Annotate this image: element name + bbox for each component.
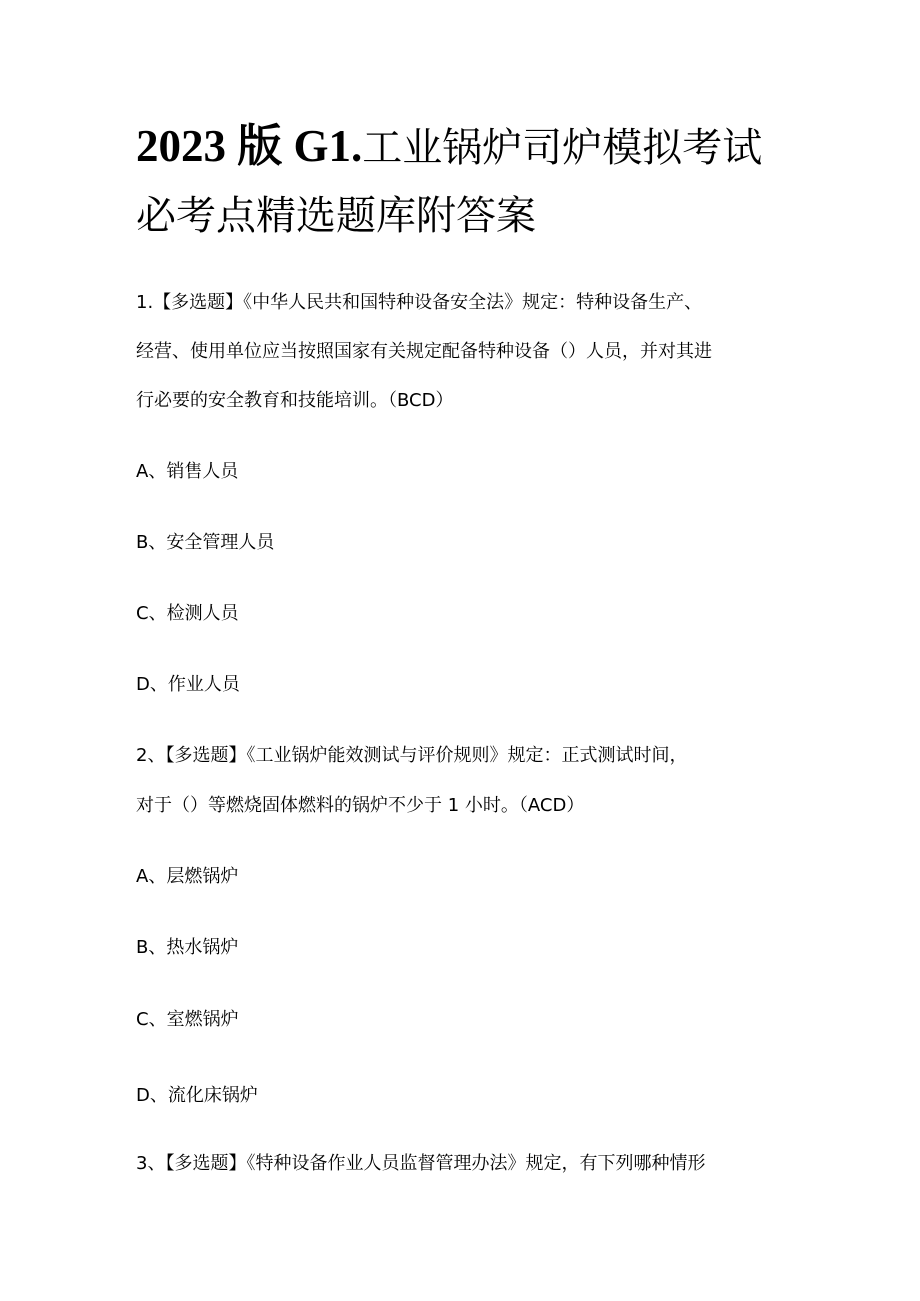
question-3-stem-line-1: 3、【多选题】《特种设备作业人员监督管理办法》规定，有下列哪种情形 [136, 1153, 706, 1174]
question-2-option-c: C、室燃锅炉 [136, 1009, 239, 1030]
question-1-option-a: A、销售人员 [136, 461, 239, 482]
question-2-option-b: B、热水锅炉 [136, 937, 239, 958]
question-1-option-b: B、安全管理人员 [136, 532, 275, 553]
question-2-option-d: D、流化床锅炉 [136, 1085, 258, 1106]
question-2-stem-line-1: 2、【多选题】《工业锅炉能效测试与评价规则》规定：正式测试时间， [136, 745, 688, 766]
question-1-option-c: C、检测人员 [136, 603, 239, 624]
document-title-line-1 [136, 116, 796, 178]
question-1-stem-line-2: 经营、使用单位应当按照国家有关规定配备特种设备（）人员，并对其进 [136, 341, 712, 362]
question-2-stem-line-2: 对于（）等燃烧固体燃料的锅炉不少于 1 小时。（ACD） [136, 795, 585, 816]
document-title-rest: 工业锅炉司炉模拟考试 [362, 125, 763, 171]
question-1-option-d: D、作业人员 [136, 674, 240, 695]
question-1-stem-line-3: 行必要的安全教育和技能培训。（BCD） [136, 390, 454, 411]
document-title-line-2: 必考点精选题库附答案 [136, 193, 536, 239]
document-title-lead: 2023 版 G1. [136, 121, 363, 171]
question-1-stem-line-1: 1.【多选题】《中华人民共和国特种设备安全法》规定：特种设备生产、 [136, 292, 703, 313]
question-2-option-a: A、层燃锅炉 [136, 866, 239, 887]
